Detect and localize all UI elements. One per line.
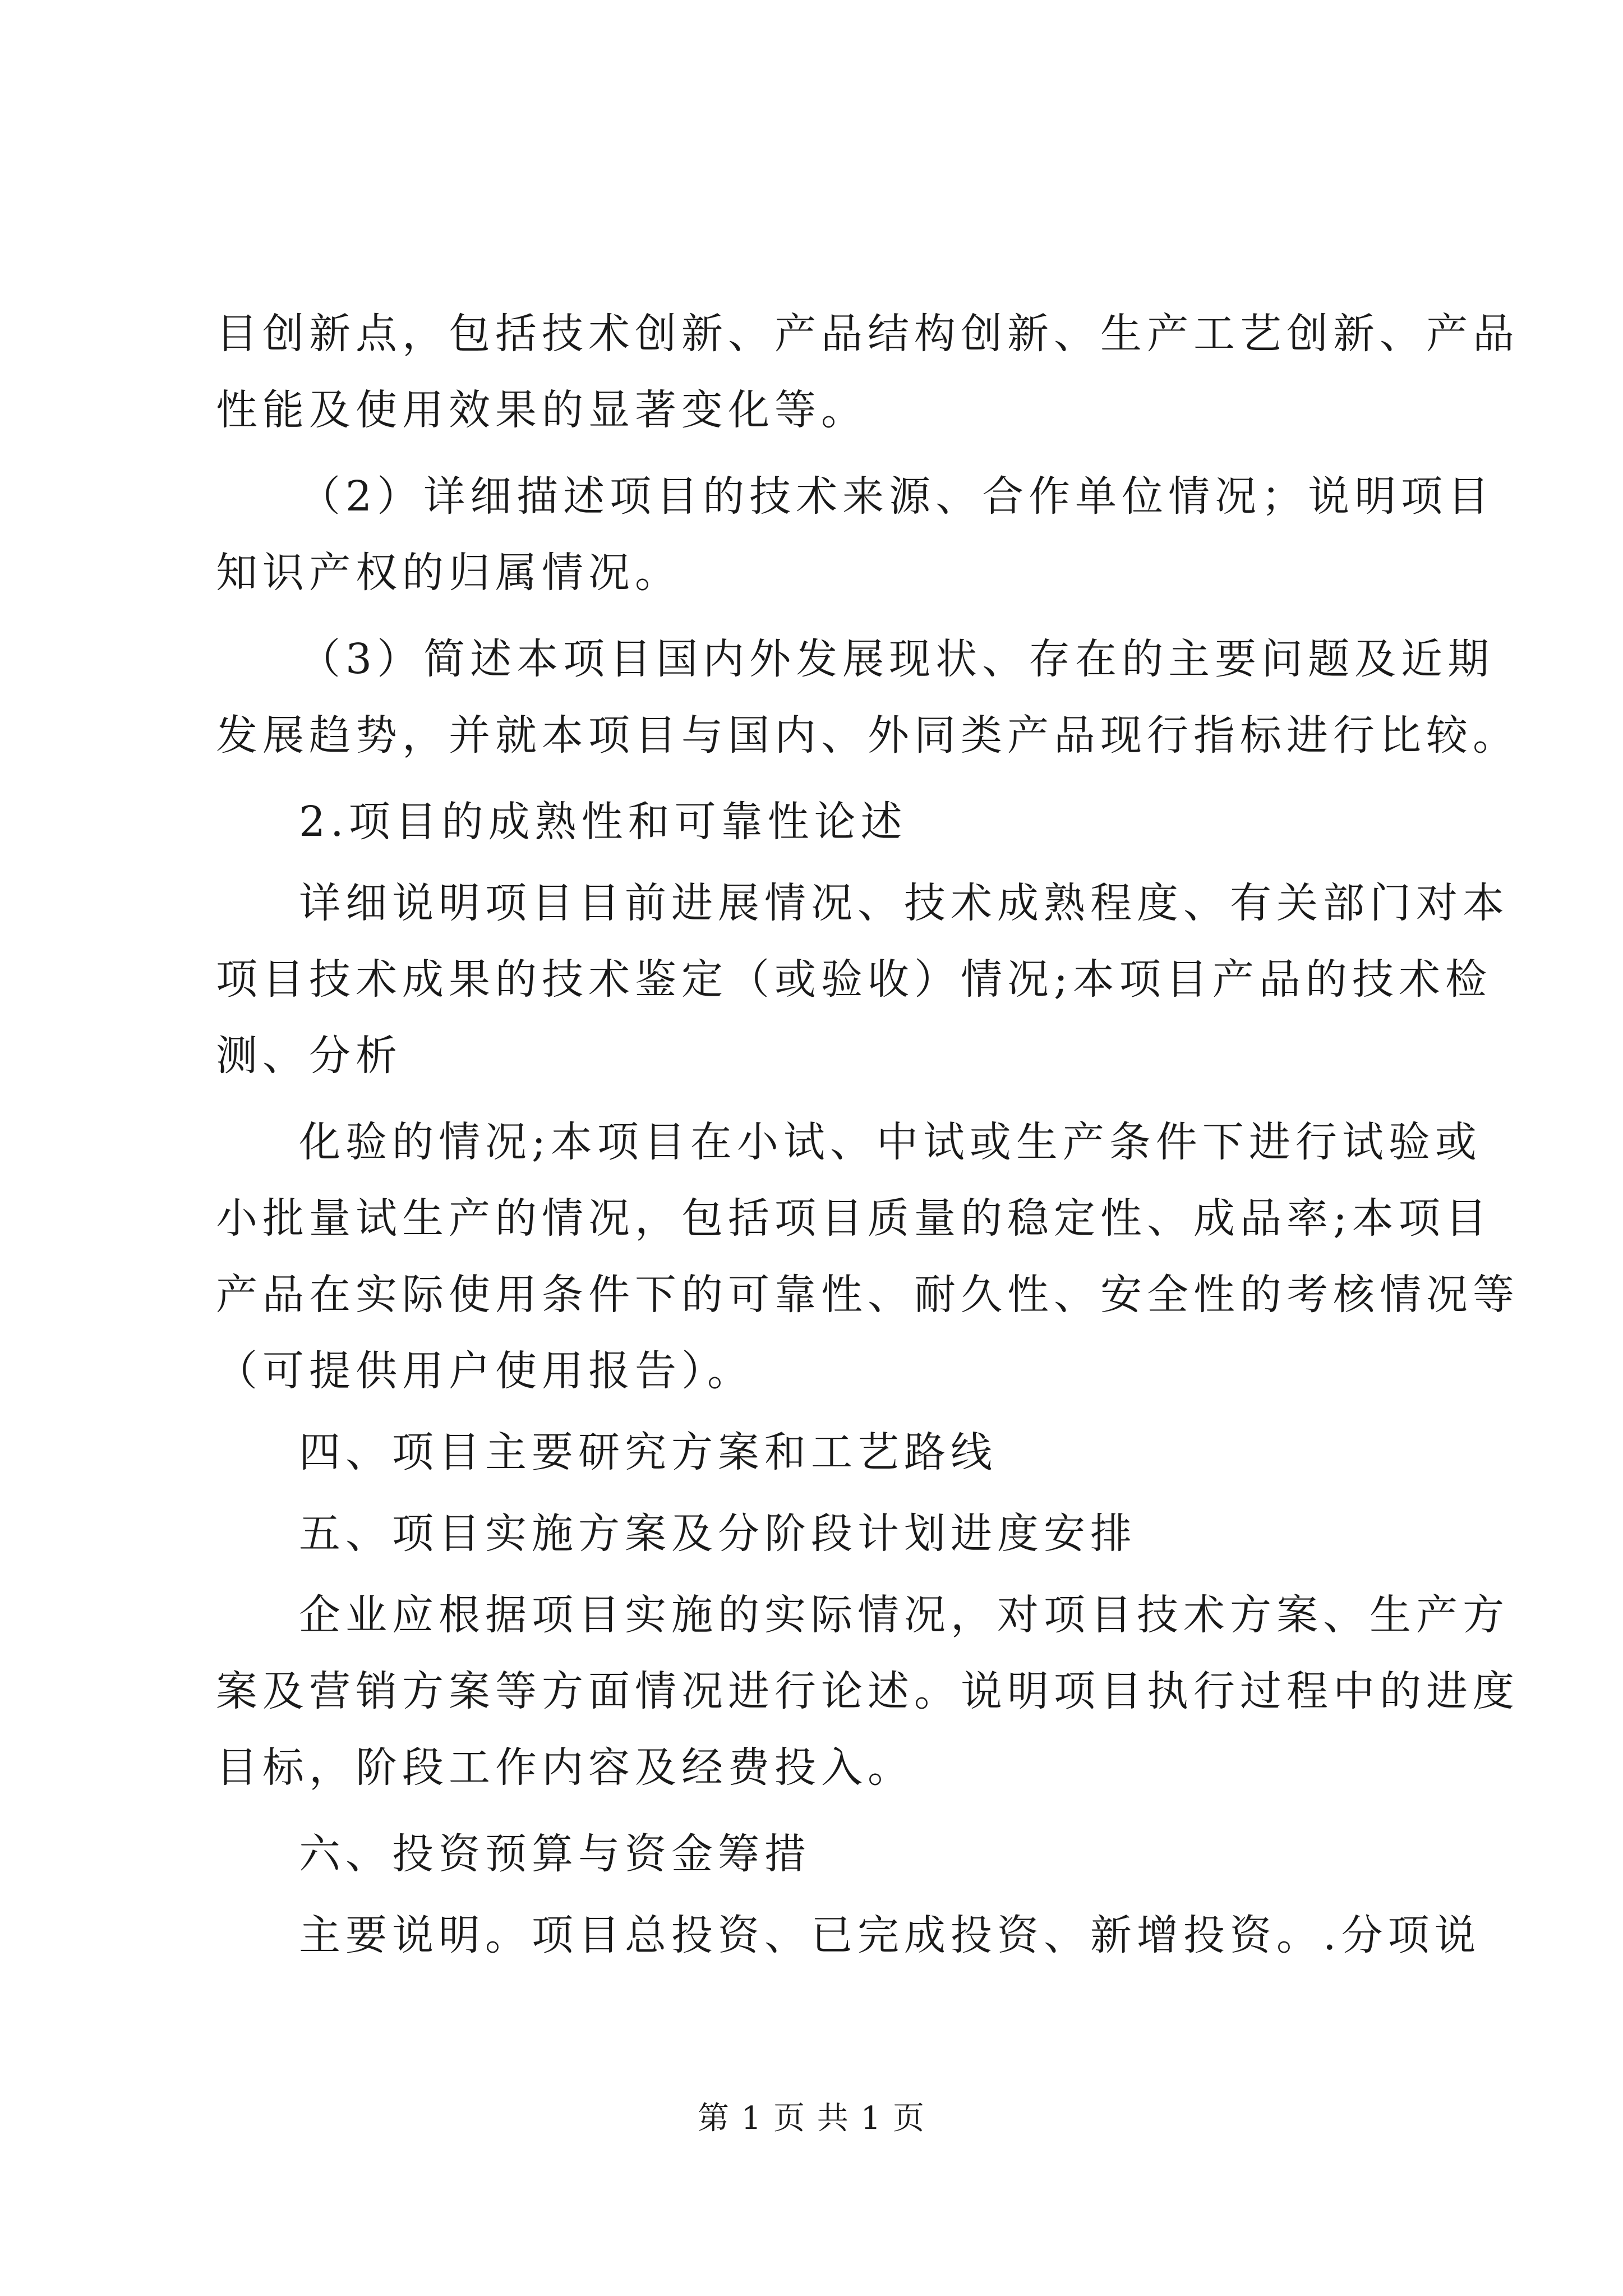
text-line: 项目技术成果的技术鉴定（或验收）情况;本项目产品的技术检: [216, 955, 1492, 1004]
section-heading: 五、项目实施方案及分阶段计划进度安排: [299, 1510, 1137, 1558]
page-number-footer: 第 1 页 共 1 页: [697, 2100, 926, 2137]
section-heading: 六、投资预算与资金筹措: [299, 1830, 811, 1878]
text-line: 企业应根据项目实施的实际情况，对项目技术方案、生产方: [299, 1591, 1509, 1639]
text-line: （3）简述本项目国内外发展现状、存在的主要问题及近期: [299, 635, 1495, 683]
text-line: （2）详细描述项目的技术来源、合作单位情况；说明项目: [299, 472, 1495, 521]
text-line: 主要说明。项目总投资、已完成投资、新增投资。.分项说: [299, 1911, 1481, 1959]
text-line: 知识产权的归属情况。: [216, 549, 681, 597]
text-line: （可提供用户使用报告）。: [216, 1347, 754, 1395]
section-heading: 2.项目的成熟性和可靠性论述: [299, 798, 907, 846]
text-line: 产品在实际使用条件下的可靠性、耐久性、安全性的考核情况等: [216, 1271, 1519, 1319]
text-line: 目标，阶段工作内容及经费投入。: [216, 1743, 914, 1792]
section-heading: 四、项目主要研究方案和工艺路线: [299, 1428, 997, 1476]
text-line: 发展趋势，并就本项目与国内、外同类产品现行指标进行比较。: [216, 711, 1519, 760]
text-line: 测、分析: [216, 1032, 402, 1080]
text-line: 性能及使用效果的显著变化等。: [216, 386, 868, 434]
text-line: 化验的情况;本项目在小试、中试或生产条件下进行试验或: [299, 1118, 1482, 1166]
text-line: 目创新点，包括技术创新、产品结构创新、生产工艺创新、产品: [216, 310, 1519, 358]
text-line: 案及营销方案等方面情况进行论述。说明项目执行过程中的进度: [216, 1667, 1519, 1715]
text-line: 小批量试生产的情况，包括项目质量的稳定性、成品率;本项目: [216, 1194, 1492, 1243]
text-line: 详细说明项目目前进展情况、技术成熟程度、有关部门对本: [299, 879, 1509, 927]
